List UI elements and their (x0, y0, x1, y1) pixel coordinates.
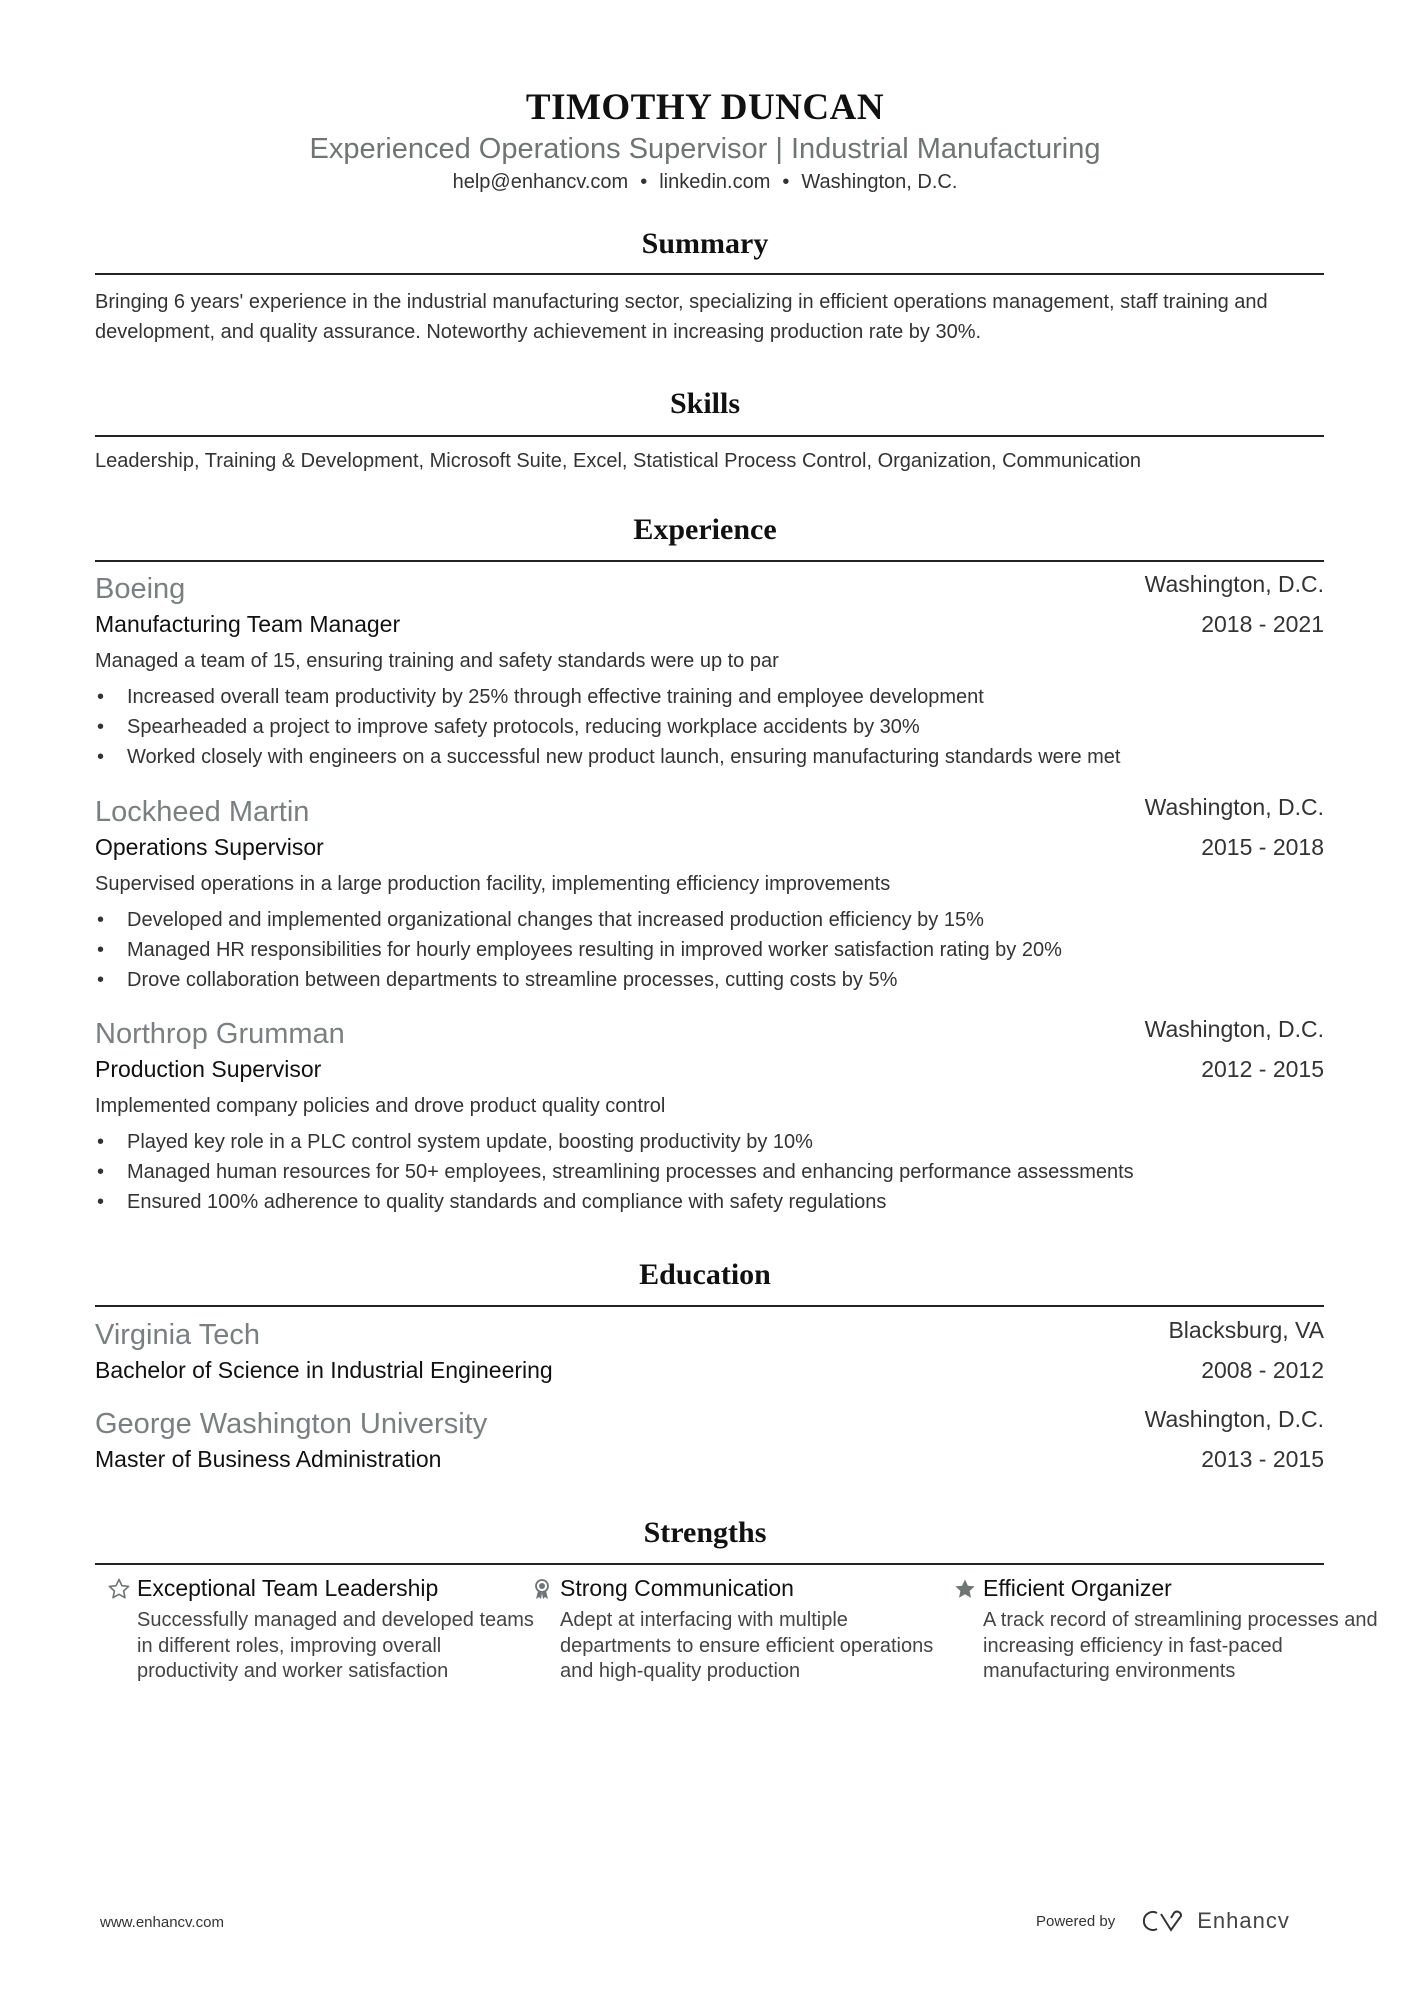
strength-description: Adept at interfacing with multiple departments to ensure efficient operations and high-quality production (560, 1609, 934, 1683)
experience-heading: Experience (633, 513, 777, 546)
strengths-heading: Strengths (643, 1516, 767, 1549)
company-name: Boeing (95, 573, 186, 605)
section-divider (95, 1563, 1324, 1565)
achievement-list (95, 682, 1121, 772)
achievement-item: • Worked closely with engineers on a successful new product launch, ensuring manufacturing standards were met (95, 742, 1121, 772)
achievement-item: • Spearheaded a project to improve safety protocols, reducing workplace accidents by 30% (95, 712, 1121, 742)
strength-title: Efficient Organizer (983, 1575, 1172, 1601)
linkedin-link[interactable]: linkedin.com (659, 171, 771, 193)
company-name: Lockheed Martin (95, 796, 310, 828)
star-outline-icon (107, 1577, 131, 1601)
strength-description: A track record of streamlining processes and increasing efficiency in fast-paced manufacturing environments (983, 1609, 1378, 1683)
job-location: Washington, D.C. (1144, 1016, 1324, 1042)
summary-text: Bringing 6 years' experience in the industrial manufacturing sector, specializing in efficient operations management, staff training and development, and quality assurance. Noteworthy achievement in increasing production rate by 30%. (95, 291, 1268, 343)
job-title: Operations Supervisor (95, 834, 324, 860)
job-description: Managed a team of 15, ensuring training and safety standards were up to par (95, 650, 779, 672)
achievement-list (95, 905, 1062, 995)
summary-heading: Summary (641, 227, 769, 260)
star-filled-icon (953, 1577, 977, 1601)
degree: Master of Business Administration (95, 1446, 442, 1472)
achievement-item: • Ensured 100% adherence to quality standards and compliance with safety regulations (95, 1187, 1134, 1217)
skills-text: Leadership, Training & Development, Microsoft Suite, Excel, Statistical Process Control, Organization, Communication (95, 450, 1142, 472)
footer-website-link[interactable]: www.enhancv.com (100, 1914, 224, 1931)
achievement-list (95, 1127, 1134, 1217)
section-divider (95, 273, 1324, 275)
strength-item (983, 1575, 1383, 1685)
strength-item (137, 1575, 537, 1685)
education-heading: Education (639, 1258, 771, 1291)
job-dates: 2012 - 2015 (1201, 1056, 1324, 1082)
contact-line (0, 171, 1410, 194)
school-name: Virginia Tech (95, 1319, 260, 1351)
strength-description: Successfully managed and developed teams in different roles, improving overall productivity and worker satisfaction (137, 1609, 534, 1683)
achievement-item: • Increased overall team productivity by 25% through effective training and employee development (95, 682, 1121, 712)
achievement-item: • Managed HR responsibilities for hourly employees resulting in improved worker satisfaction rating by 20% (95, 935, 1062, 965)
enhancv-brand: Enhancv (1197, 1908, 1290, 1933)
powered-by-label: Powered by (1036, 1912, 1116, 1930)
job-dates: 2015 - 2018 (1201, 834, 1324, 860)
separator-dot: • (782, 171, 790, 193)
degree: Bachelor of Science in Industrial Engineering (95, 1357, 553, 1383)
separator-dot: • (640, 171, 648, 193)
powered-by (1036, 1908, 1290, 1934)
award-medal-icon (530, 1577, 554, 1601)
job-location: Washington, D.C. (1144, 571, 1324, 597)
strength-title: Strong Communication (560, 1575, 794, 1601)
strength-item (560, 1575, 960, 1685)
school-location: Washington, D.C. (1144, 1406, 1324, 1432)
job-dates: 2018 - 2021 (1201, 611, 1324, 637)
headline: Experienced Operations Supervisor | Industrial Manufacturing (309, 133, 1101, 165)
school-location: Blacksburg, VA (1168, 1317, 1324, 1343)
job-description: Supervised operations in a large production facility, implementing efficiency improvements (95, 873, 891, 895)
achievement-item: • Drove collaboration between departments to streamline processes, cutting costs by 5% (95, 965, 1062, 995)
education-dates: 2013 - 2015 (1201, 1446, 1324, 1472)
enhancv-logo-icon (1141, 1908, 1189, 1934)
achievement-item: • Played key role in a PLC control system update, boosting productivity by 10% (95, 1127, 1134, 1157)
email-link[interactable]: help@enhancv.com (452, 171, 629, 193)
skills-heading: Skills (669, 387, 741, 420)
school-name: George Washington University (95, 1408, 488, 1440)
section-divider (95, 560, 1324, 562)
strength-title: Exceptional Team Leadership (137, 1575, 439, 1601)
candidate-name: TIMOTHY DUNCAN (525, 87, 885, 128)
achievement-item: • Developed and implemented organizational changes that increased production efficiency by 15% (95, 905, 1062, 935)
job-title: Manufacturing Team Manager (95, 611, 401, 637)
job-location: Washington, D.C. (1144, 794, 1324, 820)
achievement-item: • Managed human resources for 50+ employees, streamlining processes and enhancing performance assessments (95, 1157, 1134, 1187)
job-title: Production Supervisor (95, 1056, 322, 1082)
section-divider (95, 1305, 1324, 1307)
job-description: Implemented company policies and drove product quality control (95, 1095, 666, 1117)
education-dates: 2008 - 2012 (1201, 1357, 1324, 1383)
company-name: Northrop Grumman (95, 1018, 345, 1050)
location: Washington, D.C. (801, 171, 958, 193)
section-divider (95, 435, 1324, 437)
